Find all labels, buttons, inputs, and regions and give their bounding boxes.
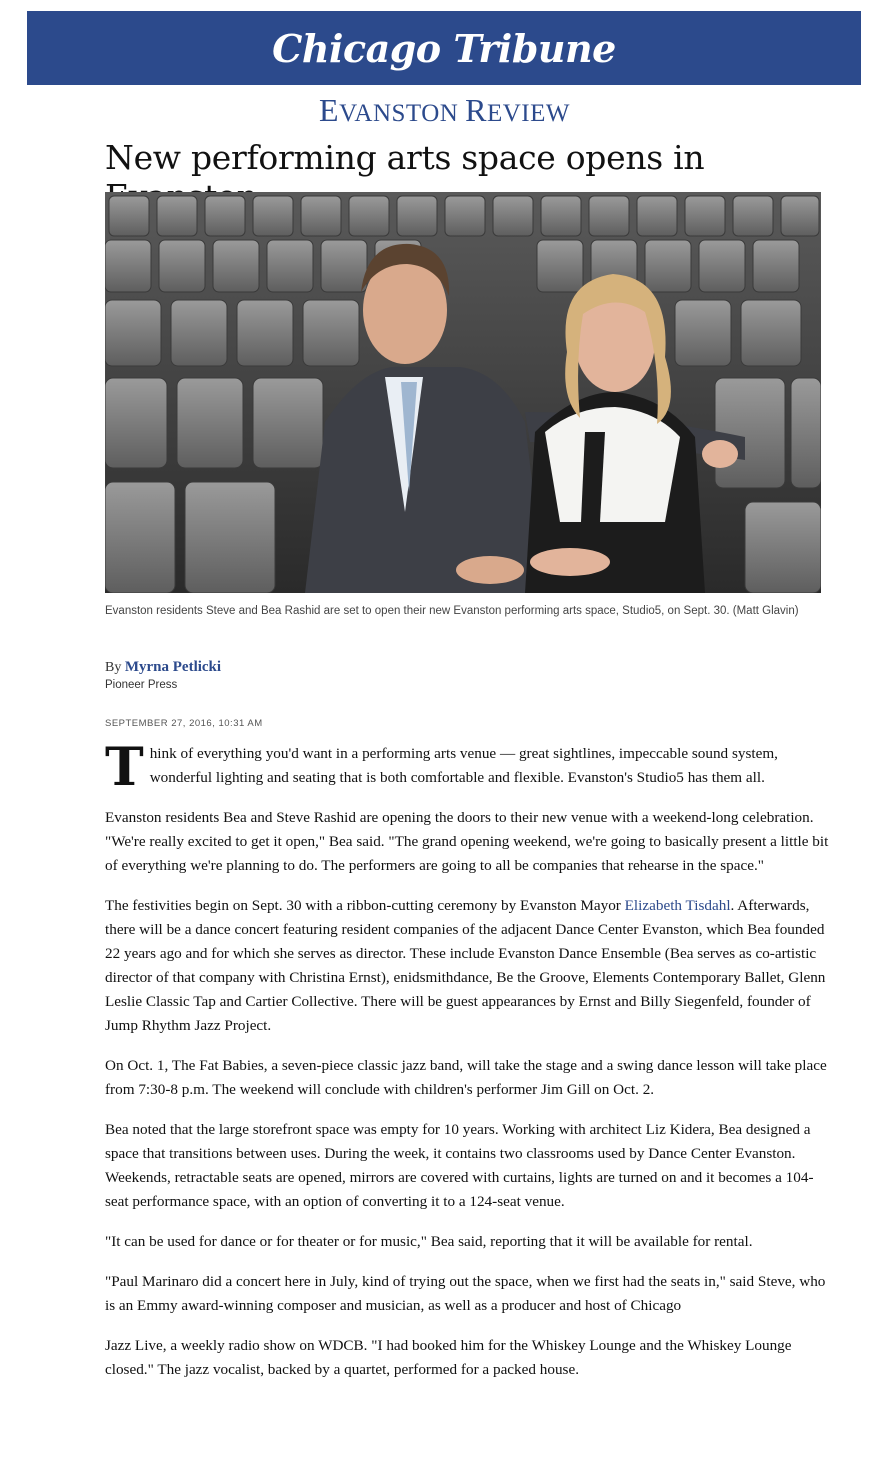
section-title[interactable] (0, 92, 889, 129)
paragraph: Bea noted that the large storefront space was empty for 10 years. Working with architect Liz Kidera, Bea designed a space that transitions between uses. During the week, it contains two classrooms used by Dance Center Evanston. Weekends, retractable seats are opened, mirrors are covered with curtains, lights are turned on and it becomes a 104-seat performance space, with an option of converting it to a 124-seat venue. (105, 1121, 814, 1210)
masthead-title[interactable]: Chicago Tribune (272, 25, 616, 71)
paragraph: Jazz Live, a weekly radio show on WDCB. "I had booked him for the Whiskey Lounge and the Whiskey Lounge closed." The jazz vocalist, backed by a quartet, performed for a packed house. (105, 1337, 792, 1378)
drop-cap: T (105, 737, 144, 798)
article-body (105, 737, 835, 1398)
paragraph (105, 737, 835, 798)
theater-seats-photo-illustration (105, 192, 821, 593)
section-title-rest-2: EVIEW (486, 100, 570, 127)
section-title-initial-2: R (465, 92, 487, 128)
section-title-initial-1: E (319, 92, 340, 128)
paragraph: On Oct. 1, The Fat Babies, a seven-piece classic jazz band, will take the stage and a swing dance lesson will take place from 7:30-8 p.m. The weekend will conclude with children's performer Jim Gill on Oct. 2. (105, 1057, 827, 1098)
photo-caption: Evanston residents Steve and Bea Rashid are set to open their new Evanston performing arts space, Studio5, on Sept. 30. (Matt Glavin) (105, 605, 799, 617)
paragraph-text: hink of everything you'd want in a performing arts venue — great sightlines, impeccable sound system, wonderful lighting and seating that is both comfortable and flexible. Evanston's Studio5 has them all. (149, 745, 778, 786)
paragraph: "Paul Marinaro did a concert here in July, kind of trying out the space, when we first had the seats in," said Steve, who is an Emmy award-winning composer and musician, as well as a producer and host of Chicago (105, 1273, 826, 1314)
paragraph-text: The festivities begin on Sept. 30 with a ribbon-cutting ceremony by Evanston Mayor (105, 897, 625, 914)
paragraph (105, 894, 835, 1038)
masthead-banner[interactable] (27, 11, 861, 85)
paragraph: Evanston residents Bea and Steve Rashid are opening the doors to their new venue with a weekend-long celebration. "We're really excited to get it open," Bea said. "The grand opening weekend, we're going to basically present a little bit of everything we're planning to do. The performers are going to all be companies that rehearse in the space." (105, 809, 829, 874)
article-photo (105, 192, 821, 593)
byline-prefix: By (105, 660, 122, 675)
article-headline: New performing arts space opens in (105, 138, 705, 177)
author-link[interactable]: Myrna Petlicki (124, 659, 222, 675)
paragraph-text: . Afterwards, there will be a dance concert featuring resident companies of the adjacent Dance Center Evanston, which Bea founded 22 years ago and for which she serves as director. These include Evanston Dance Ensemble (Bea serves as co-artistic director of that company with Christina Ernst), enidsmithdance, Be the Groove, Elements Contemporary Ballet, Glenn Leslie Classic Tap and Cartier Collective. There will be guest appearances by Ernst and Billy Siegenfeld, founder of Jump Rhythm Jazz Project. (105, 897, 826, 1034)
section-title-rest-1: VANSTON (339, 100, 466, 127)
byline (105, 659, 221, 676)
paragraph: "It can be used for dance or for theater or for music," Bea said, reporting that it will be available for rental. (105, 1233, 753, 1250)
author-organization: Pioneer Press (105, 679, 178, 691)
dateline: SEPTEMBER 27, 2016, 10:31 AM (105, 718, 263, 729)
mayor-link[interactable]: Elizabeth Tisdahl (624, 897, 731, 914)
